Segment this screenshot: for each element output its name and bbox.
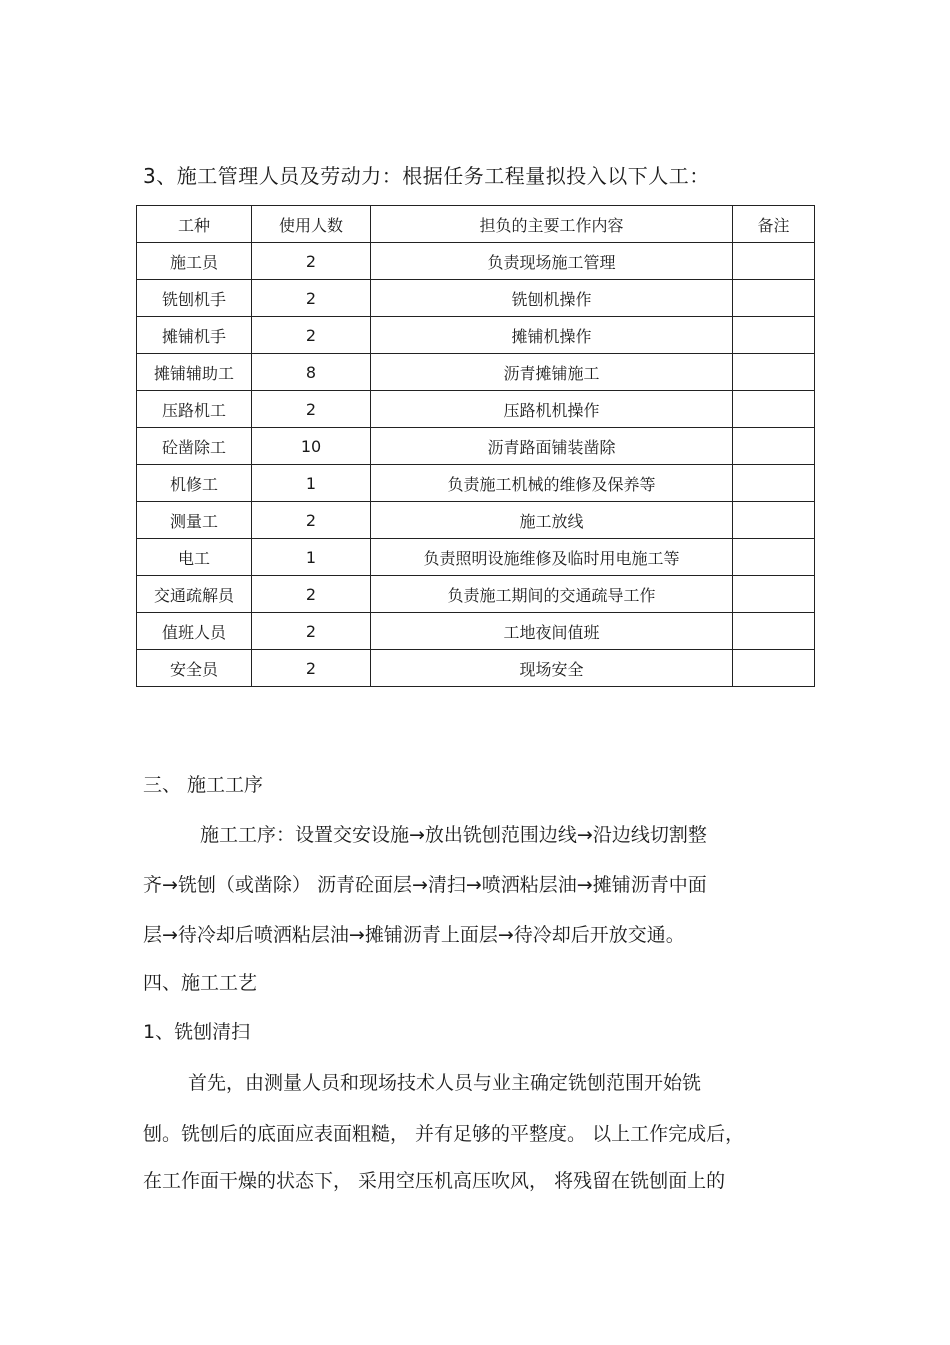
table-row xyxy=(137,502,815,539)
cell-work-type: 施工员 xyxy=(137,243,252,280)
cell-main-duty: 负责施工机械的维修及保养等 xyxy=(371,465,733,502)
header-headcount: 使用人数 xyxy=(252,206,371,243)
process-line-1: 施工工序：设置交安设施→放出铣刨范围边线→沿边线切割整 xyxy=(200,824,707,846)
paragraph-line-3: 在工作面干燥的状态下， 采用空压机高压吹风， 将残留在铣刨面上的 xyxy=(143,1170,726,1192)
table-row xyxy=(137,354,815,391)
cell-work-type: 铣刨机手 xyxy=(137,280,252,317)
cell-remark xyxy=(733,391,815,428)
cell-work-type: 值班人员 xyxy=(137,613,252,650)
cell-main-duty: 施工放线 xyxy=(371,502,733,539)
cell-headcount: 1 xyxy=(252,539,371,576)
cell-headcount: 2 xyxy=(252,317,371,354)
cell-headcount: 2 xyxy=(252,391,371,428)
paragraph-line-1: 首先，由测量人员和现场技术人员与业主确定铣刨范围开始铣 xyxy=(188,1072,702,1094)
cell-headcount: 2 xyxy=(252,280,371,317)
cell-remark xyxy=(733,243,815,280)
subsection-title: 1、铣刨清扫 xyxy=(143,1021,251,1043)
cell-main-duty: 负责施工期间的交通疏导工作 xyxy=(371,576,733,613)
cell-main-duty: 负责现场施工管理 xyxy=(371,243,733,280)
cell-work-type: 摊铺辅助工 xyxy=(137,354,252,391)
cell-main-duty: 铣刨机操作 xyxy=(371,280,733,317)
cell-main-duty: 摊铺机操作 xyxy=(371,317,733,354)
cell-headcount: 8 xyxy=(252,354,371,391)
cell-headcount: 10 xyxy=(252,428,371,465)
table-row xyxy=(137,465,815,502)
table-row xyxy=(137,576,815,613)
cell-work-type: 安全员 xyxy=(137,650,252,687)
table-row xyxy=(137,650,815,687)
cell-remark xyxy=(733,613,815,650)
table-row xyxy=(137,428,815,465)
table-row xyxy=(137,280,815,317)
process-line-2: 齐→铣刨（或凿除） 沥青砼面层→清扫→喷洒粘层油→摊铺沥青中面 xyxy=(143,874,707,896)
cell-headcount: 2 xyxy=(252,650,371,687)
cell-headcount: 1 xyxy=(252,465,371,502)
section-three-title: 三、 施工工序 xyxy=(143,774,264,796)
cell-work-type: 交通疏解员 xyxy=(137,576,252,613)
cell-remark xyxy=(733,650,815,687)
cell-remark xyxy=(733,502,815,539)
table-row xyxy=(137,317,815,354)
table-row xyxy=(137,243,815,280)
header-remark: 备注 xyxy=(733,206,815,243)
cell-main-duty: 沥青路面铺装凿除 xyxy=(371,428,733,465)
cell-remark xyxy=(733,465,815,502)
table-row xyxy=(137,613,815,650)
process-line-3: 层→待冷却后喷洒粘层油→摊铺沥青上面层→待冷却后开放交通。 xyxy=(143,924,685,946)
header-work-type: 工种 xyxy=(137,206,252,243)
header-main-duty: 担负的主要工作内容 xyxy=(371,206,733,243)
cell-work-type: 机修工 xyxy=(137,465,252,502)
cell-remark xyxy=(733,354,815,391)
table-header-row xyxy=(137,206,815,243)
cell-work-type: 电工 xyxy=(137,539,252,576)
table-row xyxy=(137,391,815,428)
cell-main-duty: 沥青摊铺施工 xyxy=(371,354,733,391)
cell-work-type: 砼凿除工 xyxy=(137,428,252,465)
cell-main-duty: 现场安全 xyxy=(371,650,733,687)
cell-remark xyxy=(733,428,815,465)
cell-headcount: 2 xyxy=(252,613,371,650)
cell-work-type: 压路机工 xyxy=(137,391,252,428)
cell-remark xyxy=(733,576,815,613)
cell-work-type: 摊铺机手 xyxy=(137,317,252,354)
cell-remark xyxy=(733,539,815,576)
cell-work-type: 测量工 xyxy=(137,502,252,539)
cell-main-duty: 工地夜间值班 xyxy=(371,613,733,650)
cell-main-duty: 压路机机操作 xyxy=(371,391,733,428)
cell-remark xyxy=(733,317,815,354)
paragraph-line-2: 刨。铣刨后的底面应表面粗糙， 并有足够的平整度。 以上工作完成后， xyxy=(143,1123,745,1145)
table-row xyxy=(137,539,815,576)
section-four-title: 四、施工工艺 xyxy=(143,972,258,994)
cell-remark xyxy=(733,280,815,317)
cell-headcount: 2 xyxy=(252,502,371,539)
section-3-heading: 3、施工管理人员及劳动力：根据任务工程量拟投入以下人工： xyxy=(143,164,710,188)
cell-headcount: 2 xyxy=(252,576,371,613)
cell-main-duty: 负责照明设施维修及临时用电施工等 xyxy=(371,539,733,576)
cell-headcount: 2 xyxy=(252,243,371,280)
labor-table xyxy=(136,205,815,687)
